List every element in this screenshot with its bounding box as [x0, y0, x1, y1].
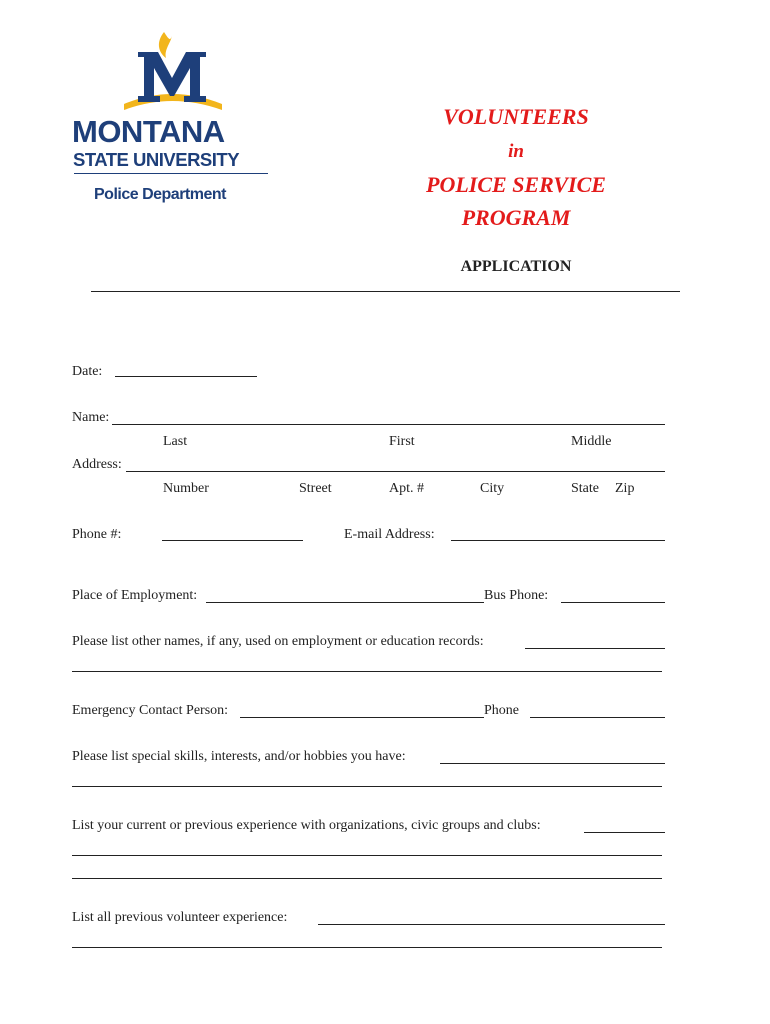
address-zip-caption: Zip: [615, 481, 635, 496]
volunteer-label: List all previous volunteer experience:: [72, 910, 288, 925]
title-in: in: [508, 141, 524, 162]
other-names-field-line-2[interactable]: [72, 671, 662, 672]
name-last-caption: Last: [163, 434, 188, 449]
bus-phone-label: Bus Phone:: [484, 588, 549, 603]
employment-label: Place of Employment:: [72, 588, 198, 603]
date-field[interactable]: [115, 376, 257, 377]
name-first-caption: First: [389, 434, 415, 449]
msu-logo: [72, 30, 272, 210]
phone-field[interactable]: [162, 540, 303, 541]
logo-word-montana: MONTANA: [72, 114, 225, 149]
header-rule: [91, 291, 680, 292]
address-apt-caption: Apt. #: [389, 481, 424, 496]
volunteer-field-line-2[interactable]: [72, 947, 662, 948]
skills-label: Please list special skills, interests, and/or hobbies you have:: [72, 749, 406, 764]
name-label: Name:: [72, 410, 110, 425]
address-number-caption: Number: [163, 481, 209, 496]
name-field[interactable]: [112, 424, 665, 425]
experience-label: List your current or previous experience with organizations, civic groups and clubs:: [72, 818, 541, 833]
experience-field-line-3[interactable]: [72, 878, 662, 879]
subtitle-application: APPLICATION: [460, 258, 572, 275]
name-middle-caption: Middle: [571, 434, 612, 449]
address-field[interactable]: [126, 471, 665, 472]
emergency-contact-label: Emergency Contact Person:: [72, 703, 229, 718]
title-police-service: POLICE SERVICE: [426, 172, 606, 197]
address-city-caption: City: [480, 481, 505, 496]
logo-department: Police Department: [94, 186, 226, 203]
other-names-field[interactable]: [525, 648, 665, 649]
logo-divider: [74, 173, 268, 174]
skills-field[interactable]: [440, 763, 665, 764]
emergency-phone-label: Phone: [484, 703, 519, 718]
phone-label: Phone #:: [72, 527, 122, 542]
emergency-phone-field[interactable]: [530, 717, 665, 718]
title-volunteers: VOLUNTEERS: [443, 104, 589, 129]
email-label: E-mail Address:: [344, 527, 435, 542]
employment-field[interactable]: [206, 602, 484, 603]
logo-word-state-university: STATE UNIVERSITY: [73, 149, 240, 170]
other-names-label: Please list other names, if any, used on employment or education records:: [72, 634, 484, 649]
experience-field[interactable]: [584, 832, 665, 833]
address-street-caption: Street: [299, 481, 332, 496]
email-field[interactable]: [451, 540, 665, 541]
address-state-caption: State: [571, 481, 599, 496]
bus-phone-field[interactable]: [561, 602, 665, 603]
skills-field-line-2[interactable]: [72, 786, 662, 787]
address-label: Address:: [72, 457, 122, 472]
emergency-contact-field[interactable]: [240, 717, 484, 718]
msu-m-mark-icon: [72, 30, 272, 110]
experience-field-line-2[interactable]: [72, 855, 662, 856]
volunteer-field[interactable]: [318, 924, 665, 925]
title-program: PROGRAM: [461, 205, 571, 230]
date-label: Date:: [72, 364, 103, 379]
